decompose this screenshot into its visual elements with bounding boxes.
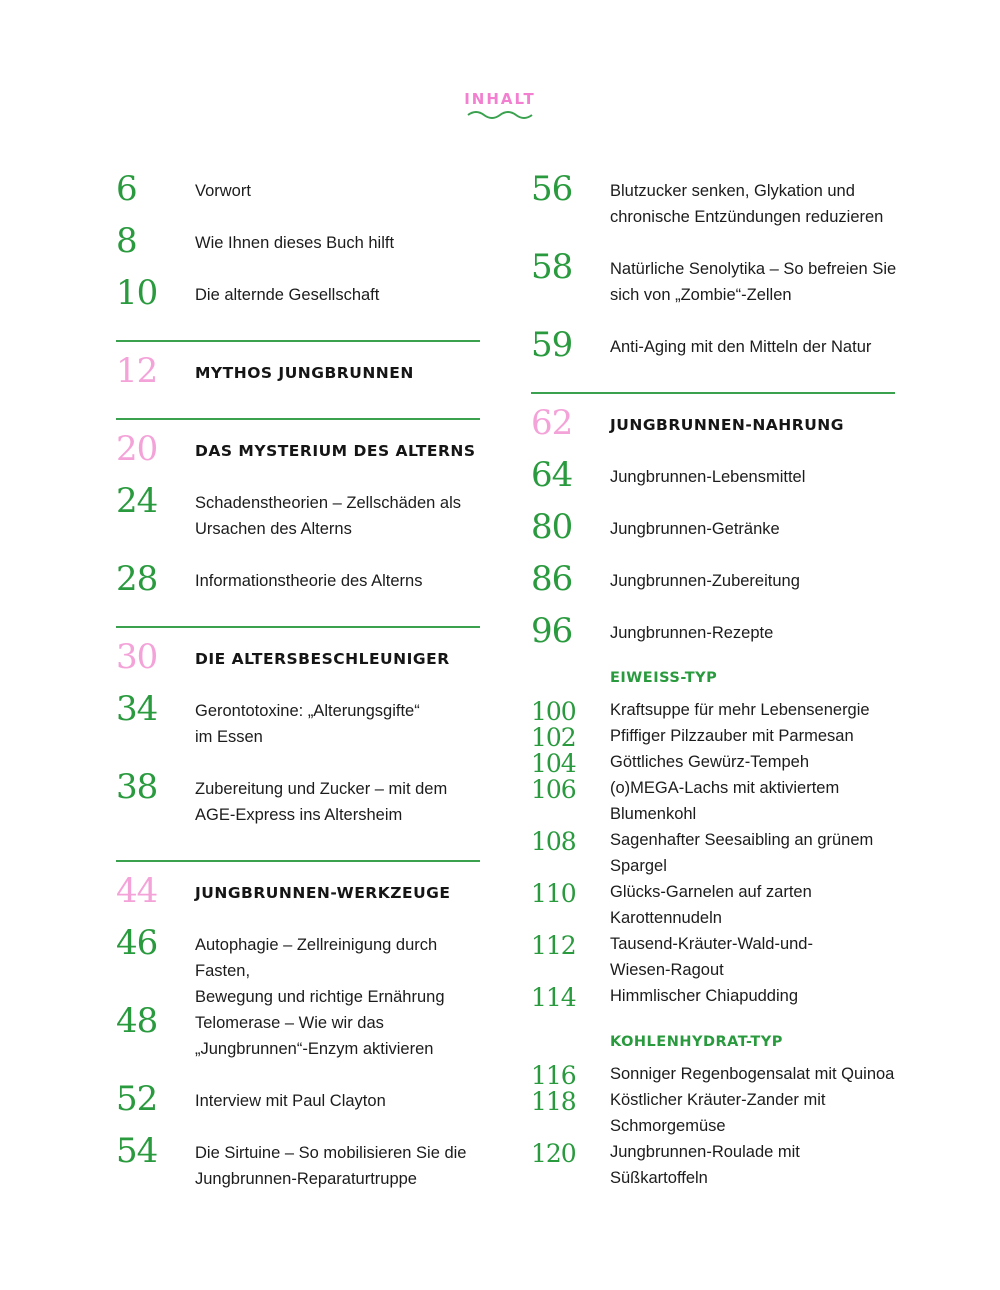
page-number: 12	[116, 351, 158, 391]
entry-title: Göttliches Gewürz-Tempeh	[610, 753, 809, 771]
entry-title: Vorwort	[195, 182, 251, 200]
entry-title: Die Sirtuine – So mobilisieren Sie die Jungbrunnen-Reparaturtruppe	[195, 1144, 467, 1188]
entry-title: Köstlicher Kräuter-Zander mit Schmorgemüse	[610, 1091, 826, 1135]
entry-title: Jungbrunnen-Rezepte	[610, 624, 774, 642]
entry-title: Die alternde Gesellschaft	[195, 286, 380, 304]
entry-title: Jungbrunnen-Roulade mit Süßkartoffeln	[610, 1143, 800, 1187]
page-number: 58	[531, 247, 573, 287]
entry-title: Sagenhafter Seesaibling an grünem Spargel	[610, 831, 874, 875]
page-number: 110	[531, 879, 576, 908]
wave-ornament-icon	[467, 110, 533, 120]
page-number: 116	[531, 1061, 576, 1090]
entry-title: Jungbrunnen-Getränke	[610, 520, 780, 538]
entry-title: Tausend-Kräuter-Wald-und- Wiesen-Ragout	[610, 935, 813, 979]
section-divider	[116, 418, 480, 420]
page-number: 8	[116, 221, 137, 261]
page-number: 120	[531, 1139, 576, 1168]
page-number: 52	[116, 1079, 158, 1119]
section-divider	[116, 626, 480, 628]
entry-title: Jungbrunnen-Zubereitung	[610, 572, 800, 590]
page-number: 64	[531, 455, 573, 495]
page-number: 48	[116, 1001, 158, 1041]
page-number: 24	[116, 481, 158, 521]
page-number: 118	[531, 1087, 576, 1116]
section-divider	[116, 860, 480, 862]
entry-title: Blutzucker senken, Glykation und chronische Entzündungen reduzieren	[610, 182, 884, 226]
section-title: MYTHOS JUNGBRUNNEN	[195, 364, 414, 382]
entry-title: Telomerase – Wie wir das „Jungbrunnen“-Enzym aktivieren	[195, 1014, 434, 1058]
entry-title: Zubereitung und Zucker – mit dem AGE-Express ins Altersheim	[195, 780, 448, 824]
page-number: 80	[531, 507, 573, 547]
page-number: 59	[531, 325, 573, 365]
page-number: 44	[116, 871, 158, 911]
page-number: 62	[531, 403, 573, 443]
page-number: 46	[116, 923, 158, 963]
page-number: 56	[531, 169, 573, 209]
subsection-heading-eiweiss: EIWEISS-TYP	[610, 670, 718, 686]
page-number: 106	[531, 775, 576, 804]
page-number: 96	[531, 611, 573, 651]
page-number: 86	[531, 559, 573, 599]
page-number: 38	[116, 767, 158, 807]
page-number: 54	[116, 1131, 158, 1171]
entry-title: Wie Ihnen dieses Buch hilft	[195, 234, 395, 252]
entry-title: Natürliche Senolytika – So befreien Sie sich von „Zombie“-Zellen	[610, 260, 897, 304]
section-title: JUNGBRUNNEN-NAHRUNG	[610, 416, 844, 434]
entry-title: Jungbrunnen-Lebensmittel	[610, 468, 806, 486]
entry-title: Glücks-Garnelen auf zarten Karottennudeln	[610, 883, 812, 927]
entry-title: Autophagie – Zellreinigung durch Fasten, Bewegung und richtige Ernährung	[195, 936, 445, 1006]
page-number: 10	[116, 273, 158, 313]
section-divider	[116, 340, 480, 342]
page-number: 100	[531, 697, 576, 726]
section-title: DIE ALTERSBESCHLEUNIGER	[195, 650, 450, 668]
page-number: 102	[531, 723, 576, 752]
entry-title: Pfiffiger Pilzzauber mit Parmesan	[610, 727, 854, 745]
page-number: 108	[531, 827, 576, 856]
entry-title: Interview mit Paul Clayton	[195, 1092, 386, 1110]
page-number: 28	[116, 559, 158, 599]
page-number: 114	[531, 983, 576, 1012]
toc-header	[0, 90, 1000, 120]
entry-title: Anti-Aging mit den Mitteln der Natur	[610, 338, 872, 356]
page-number: 104	[531, 749, 576, 778]
subsection-heading-kohlenhydrat: KOHLENHYDRAT-TYP	[610, 1034, 783, 1050]
entry-title: Informationstheorie des Alterns	[195, 572, 423, 590]
entry-title: Gerontotoxine: „Alterungsgifte“ im Essen	[195, 702, 420, 746]
page-number: 34	[116, 689, 158, 729]
entry-title: Himmlischer Chiapudding	[610, 987, 798, 1005]
section-title: JUNGBRUNNEN-WERKZEUGE	[195, 884, 451, 902]
entry-title: (o)MEGA-Lachs mit aktiviertem Blumenkohl	[610, 779, 840, 823]
section-divider	[531, 392, 895, 394]
page-title: INHALT	[464, 90, 536, 108]
entry-title: Schadenstheorien – Zellschäden als Ursachen des Alterns	[195, 494, 462, 538]
section-title: DAS MYSTERIUM DES ALTERNS	[195, 442, 476, 460]
entry-title: Sonniger Regenbogensalat mit Quinoa	[610, 1065, 895, 1083]
page-number: 112	[531, 931, 576, 960]
entry-title: Kraftsuppe für mehr Lebensenergie	[610, 701, 870, 719]
page-number: 20	[116, 429, 158, 469]
page-number: 30	[116, 637, 158, 677]
page-number: 6	[116, 169, 137, 209]
